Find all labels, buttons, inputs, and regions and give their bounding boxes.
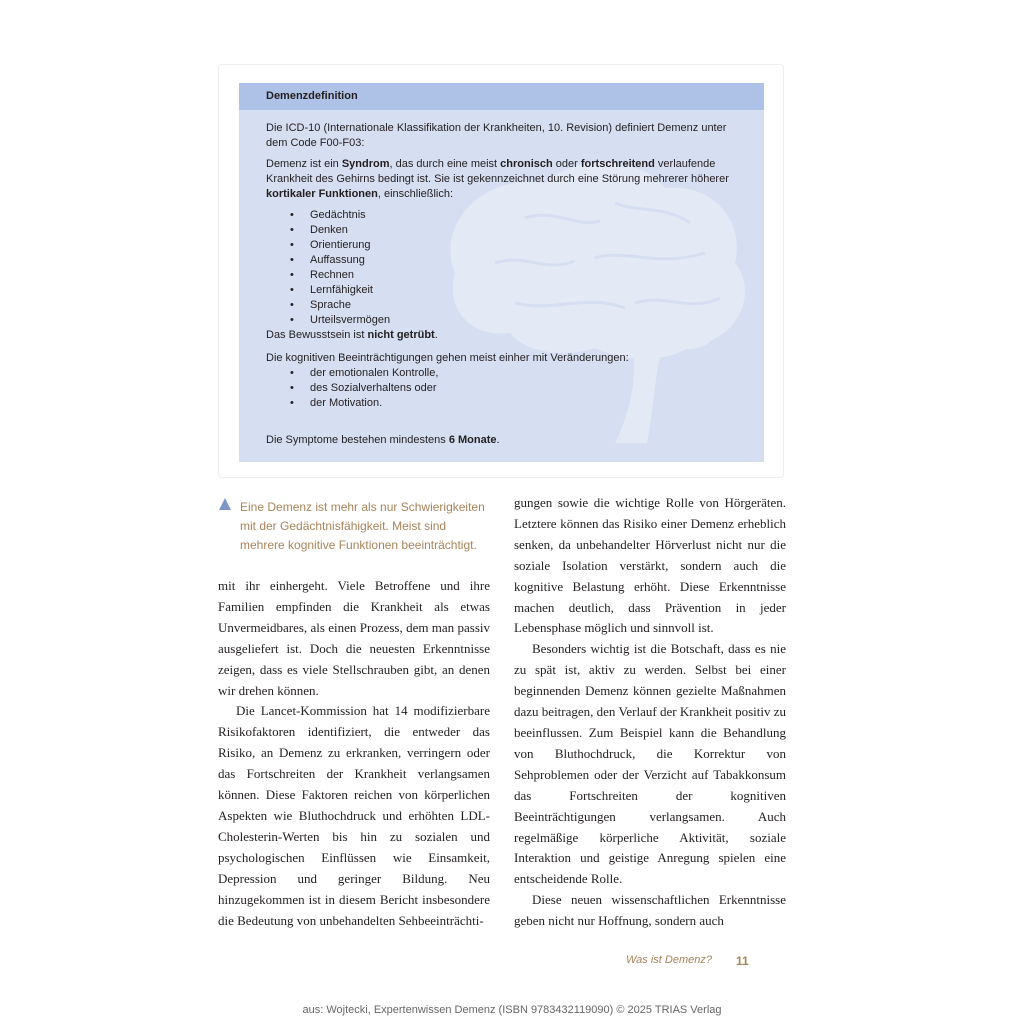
list-item: • Denken [266,223,746,238]
list-item: • Urteilsvermögen [266,313,746,328]
page-number: 11 [736,954,749,968]
source-footer: aus: Wojtecki, Expertenwissen Demenz (ISBN 9783432119090) © 2025 TRIAS Verlag [302,1004,722,1016]
paragraph: gungen sowie die wichtige Rolle von Hörgeräten. Letztere können das Risiko einer Demenz erheblich senken, da unbehandelter Hörverlust nicht nur die soziale Isolation verstärkt, sondern auch die kognitive Belastung erhöht. Diese Erkenntnisse machen deutlich, dass Prävention in jeder Lebensphase möglich und sinnvoll ist. [514,495,786,636]
list-item: • Auffassung [266,253,746,268]
box-changes-intro: Die kognitiven Beeinträchtigungen gehen meist einher mit Veränderungen: [266,352,629,364]
box-intro: Die ICD-10 (Internationale Klassifikation der Krankheiten, 10. Revision) definiert Demenz unter dem Code F00-F03: [266,122,727,149]
list-item: • der Motivation. [266,396,746,411]
box-title: Demenzdefinition [239,83,764,110]
paragraph: Die Lancet-Kommission hat 14 modifizierbare Risikofaktoren identifiziert, die entweder das Risiko, an Demenz zu erkranken, verringern oder das Fortschreiten der Krankheit verlangsamen können. Diese Faktoren reichen von körperlichen Aspekten wie Bluthochdruck und erhöhten LDL-Cholesterin-Werten bis hin zu sozialen und psychologischen Einflüssen wie Einsamkeit, Depression und geringer Bildung. Neu hinzugekommen ist in diesem Bericht insbesondere die Bedeutung von unbehandelten Sehbeeinträchti- [218,703,490,928]
list-item: • Lernfähigkeit [266,283,746,298]
definition-box [239,83,764,462]
paragraph: mit ihr einhergeht. Viele Betroffene und ihre Familien empfinden die Krankheit als etwas Unvermeidbares, als einen Prozess, dem man passiv ausgeliefert ist. Doch die neuesten Erkenntnisse zeigen, dass es viele Stellschrauben gibt, an denen wir drehen können. [218,578,490,698]
list-item: • Sprache [266,298,746,313]
list-item: • Rechnen [266,268,746,283]
changes-list [266,366,746,411]
box-definition: Demenz ist ein Syndrom, das durch eine meist chronisch oder fortschreitend verlaufende Krankheit des Gehirns bedingt ist. Sie ist gekennzeichnet durch eine Störung mehrerer höherer kortikaler Funktionen, einschließlich: [266,158,729,200]
triangle-icon [219,498,231,510]
margin-note: Eine Demenz ist mehr als nur Schwierigkeiten mit der Gedächtnisfähigkeit. Meist sind mehrere kognitive Funktionen beeinträchtigt. [240,500,485,552]
paragraph: Diese neuen wissenschaftlichen Erkenntnisse geben nicht nur Hoffnung, sondern auch [514,892,786,929]
paragraph: Besonders wichtig ist die Botschaft, dass es nie zu spät ist, aktiv zu werden. Selbst bei einer beginnenden Demenz können gezielte Maßnahmen dazu beitragen, den Verlauf der Krankheit positiv zu beeinflussen. Zum Beispiel kann die Behandlung von Bluthochdruck, die Korrektur von Sehproblemen oder der Verzicht auf Tabakkonsum das Fortschreiten der kognitiven Beeinträchtigungen verlangsamen. Auch regelmäßige körperliche Aktivität, soziale Interaktion und geistige Anregung spielen eine entscheidende Rolle. [514,641,786,887]
right-column [514,493,786,932]
box-body [266,121,746,448]
list-item: • des Sozialverhaltens oder [266,381,746,396]
list-item: • Orientierung [266,238,746,253]
box-symptoms: Die Symptome bestehen mindestens 6 Monate. [266,434,500,446]
left-column [218,576,490,931]
box-consciousness: Das Bewusstsein ist nicht getrübt. [266,329,438,341]
list-item: • der emotionalen Kontrolle, [266,366,746,381]
running-title: Was ist Demenz? [626,954,712,966]
function-list [266,208,746,328]
list-item: • Gedächtnis [266,208,746,223]
